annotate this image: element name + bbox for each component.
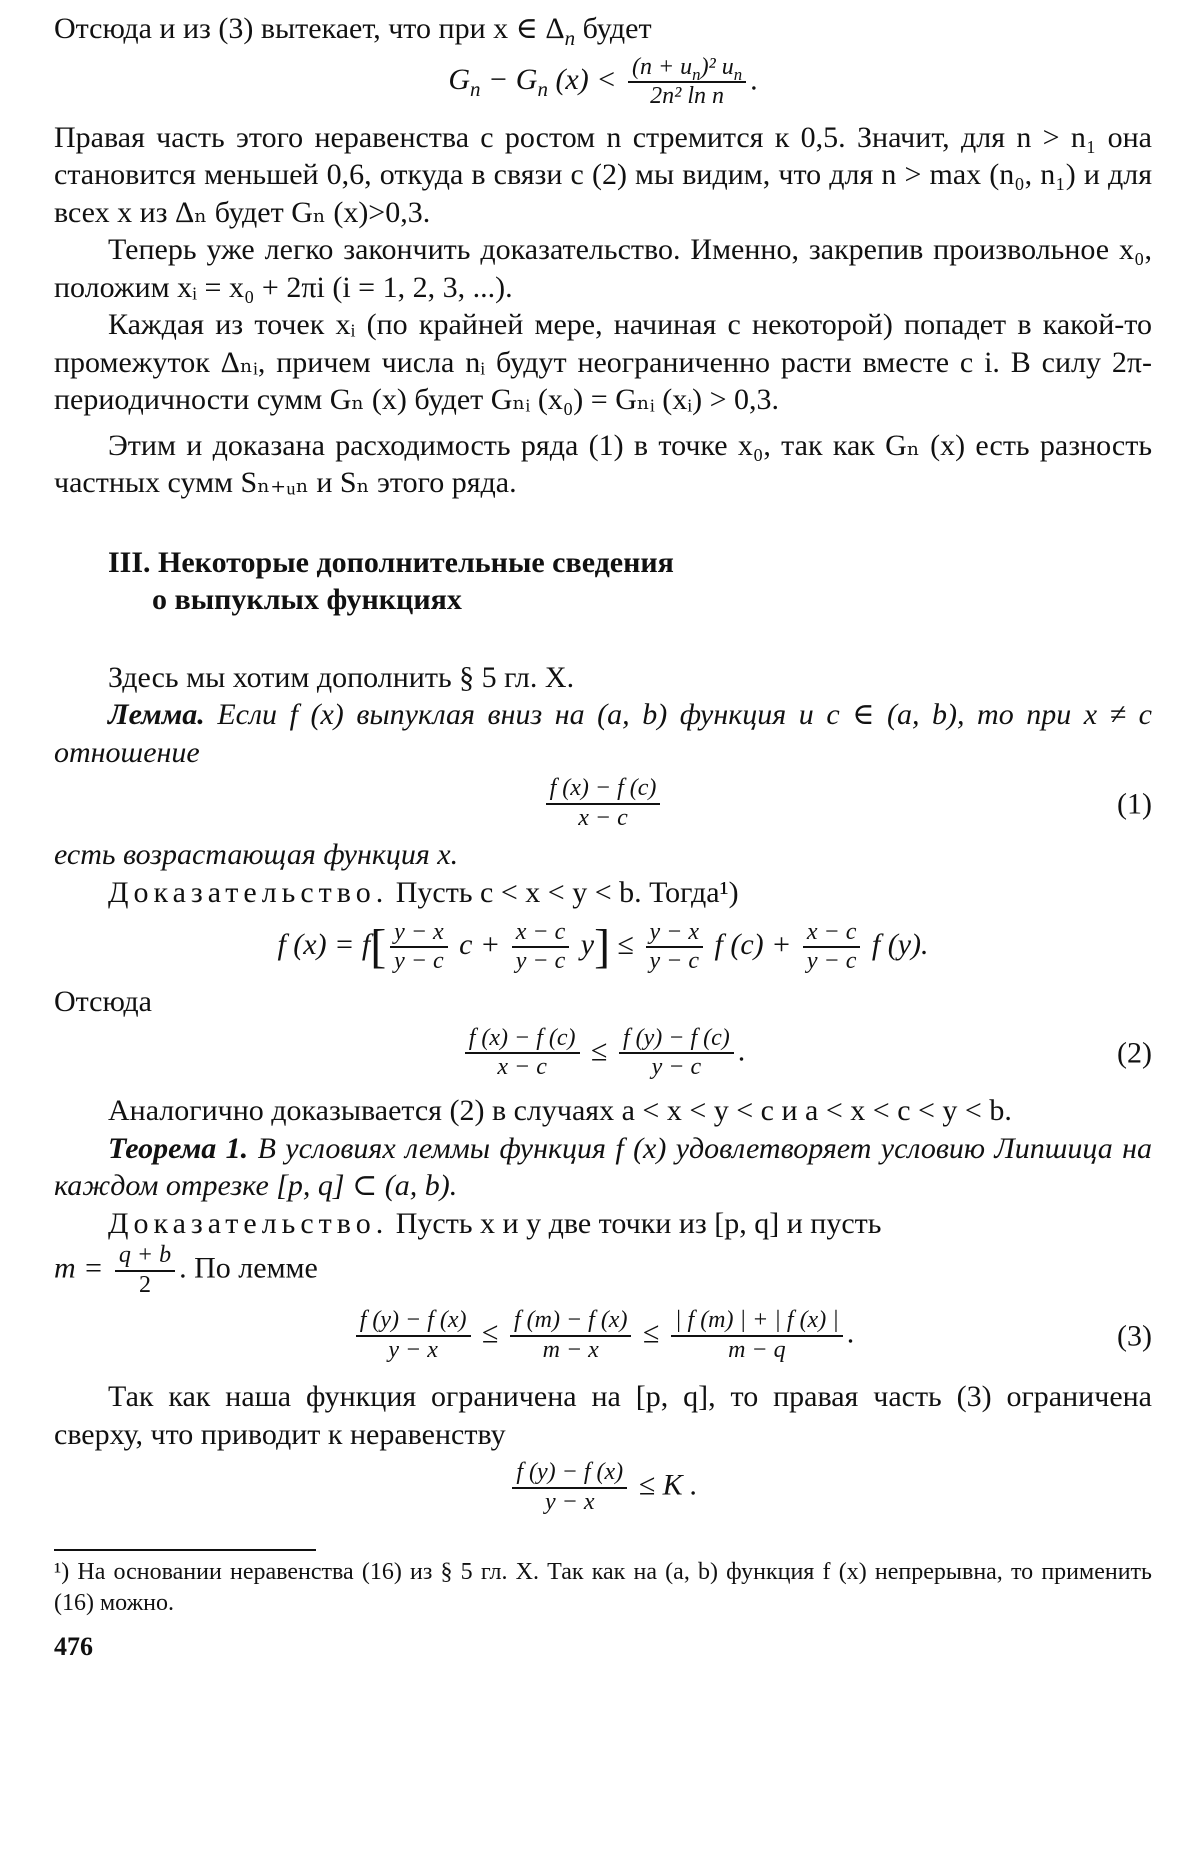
page-number: 476 [54, 1632, 93, 1661]
equation-2: $\frac{f (x) - f (c)}{x - c}$ ≤ $\frac{f (y) - f (c)}{y - c}$ . (2) [54, 1025, 1152, 1082]
otsyuda: Отсюда [54, 985, 152, 1019]
proof-2-start: Доказательство. Пусть x и y две точки из [p, q] и пусть [108, 1206, 882, 1240]
equation-3: $\frac{f (y) - f (x)}{y - x}$ ≤ $\frac{f (m) - f (x)}{m - x}$ ≤ $\frac{| f (m) | + | f (x) |}{m - q}$ . (3) [54, 1307, 1152, 1364]
lemma-end: есть возрастающая функция x. [54, 838, 459, 872]
equation-gn: $G_n - G_n$ (x) < $\frac{(n + u_n)^2 u_n}{\text{2n² ln n}}$ . [448, 53, 758, 110]
paragraph-intro: Здесь мы хотим дополнить § 5 гл. X. [108, 660, 575, 694]
page [54, 10, 1152, 1664]
section-heading: III. Некоторые дополнительные сведения о выпуклых функциях [108, 545, 674, 617]
lemma-statement: Лемма. Если f (x) выпуклая вниз на (a, b) функция и c ∈ (a, b), то при x ≠ c отношение [54, 698, 1152, 769]
paragraph-divergence: Этим и доказана расходимость ряда (1) в точке x₀, так как Gₙ (x) есть разность частных сумм Sₙ₊ᵤₙ и Sₙ этого ряда. [54, 428, 1152, 500]
equation-number-3: (3) [1117, 1319, 1152, 1353]
paragraph-points: Каждая из точек xᵢ (по крайней мере, начиная с некоторой) попадет в какой-то промежуток Δₙᵢ, причем числа nᵢ будут неограниченно расти вместе с i. В силу 2π-периодичности сумм Gₙ (x) будет Gₙᵢ (x₀) = Gₙᵢ (xᵢ) > 0,3. [54, 308, 1152, 417]
paragraph-finish-proof: Теперь уже легко закончить доказательство. Именно, закрепив произвольное x₀, положим xᵢ = x₀ + 2πi (i = 1, 2, 3, ...). [54, 233, 1152, 304]
equation-1: $\frac{f (x) - f (c)}{x - c}$ (1) [54, 775, 1152, 832]
equation-number-1: (1) [1117, 787, 1152, 821]
paragraph-analogous: Аналогично доказывается (2) в случаях a < x < y < c и a < x < c < y < b. [108, 1094, 1012, 1128]
paragraph-bounded: Так как наша функция ограничена на [p, q], то правая часть (3) ограничена сверху, что приводит к неравенству [54, 1380, 1152, 1451]
footnote-rule [54, 1549, 316, 1551]
proof-1-start: Доказательство. Пусть c < x < y < b. Тогда¹) [108, 875, 739, 909]
equation-lipschitz: $\frac{f (y) - f (x)}{y - x}$ ≤ K . [54, 1459, 1152, 1516]
equation-convexity: f (x) = f[ $\frac{y - x}{y - c}$ c + $\frac{x - c}{y - c}$ y] ≤ $\frac{y - x}{y - c}$ f (c) + $\frac{x - c}{y - c}$ f (y). [277, 918, 929, 975]
paragraph-limit: Правая часть этого неравенства с ростом n стремится к 0,5. Значит, для n > n₁ она становится меньшей 0,6, откуда в связи с (2) мы видим, что для n > max (n₀, n₁) и для всех x из Δₙ будет Gₙ (x)>0,3. [54, 120, 1152, 229]
text-line-1: Отсюда и из (3) вытекает, что при x ∈ $\Delta_n$ будет [54, 12, 652, 50]
footnote: ¹) На основании неравенства (16) из § 5 гл. X. Так как на (a, b) функция f (x) непрерывна, то применить (16) можно. [54, 1558, 1152, 1616]
theorem-1: Теорема 1. В условиях леммы функция f (x) удовлетворяет условию Липшица на каждом отрезке [p, q] ⊂ (a, b). [54, 1131, 1153, 1203]
equation-number-2: (2) [1117, 1036, 1152, 1070]
m-definition: m = $\frac{q + b}{2}$ . По лемме [54, 1242, 318, 1298]
